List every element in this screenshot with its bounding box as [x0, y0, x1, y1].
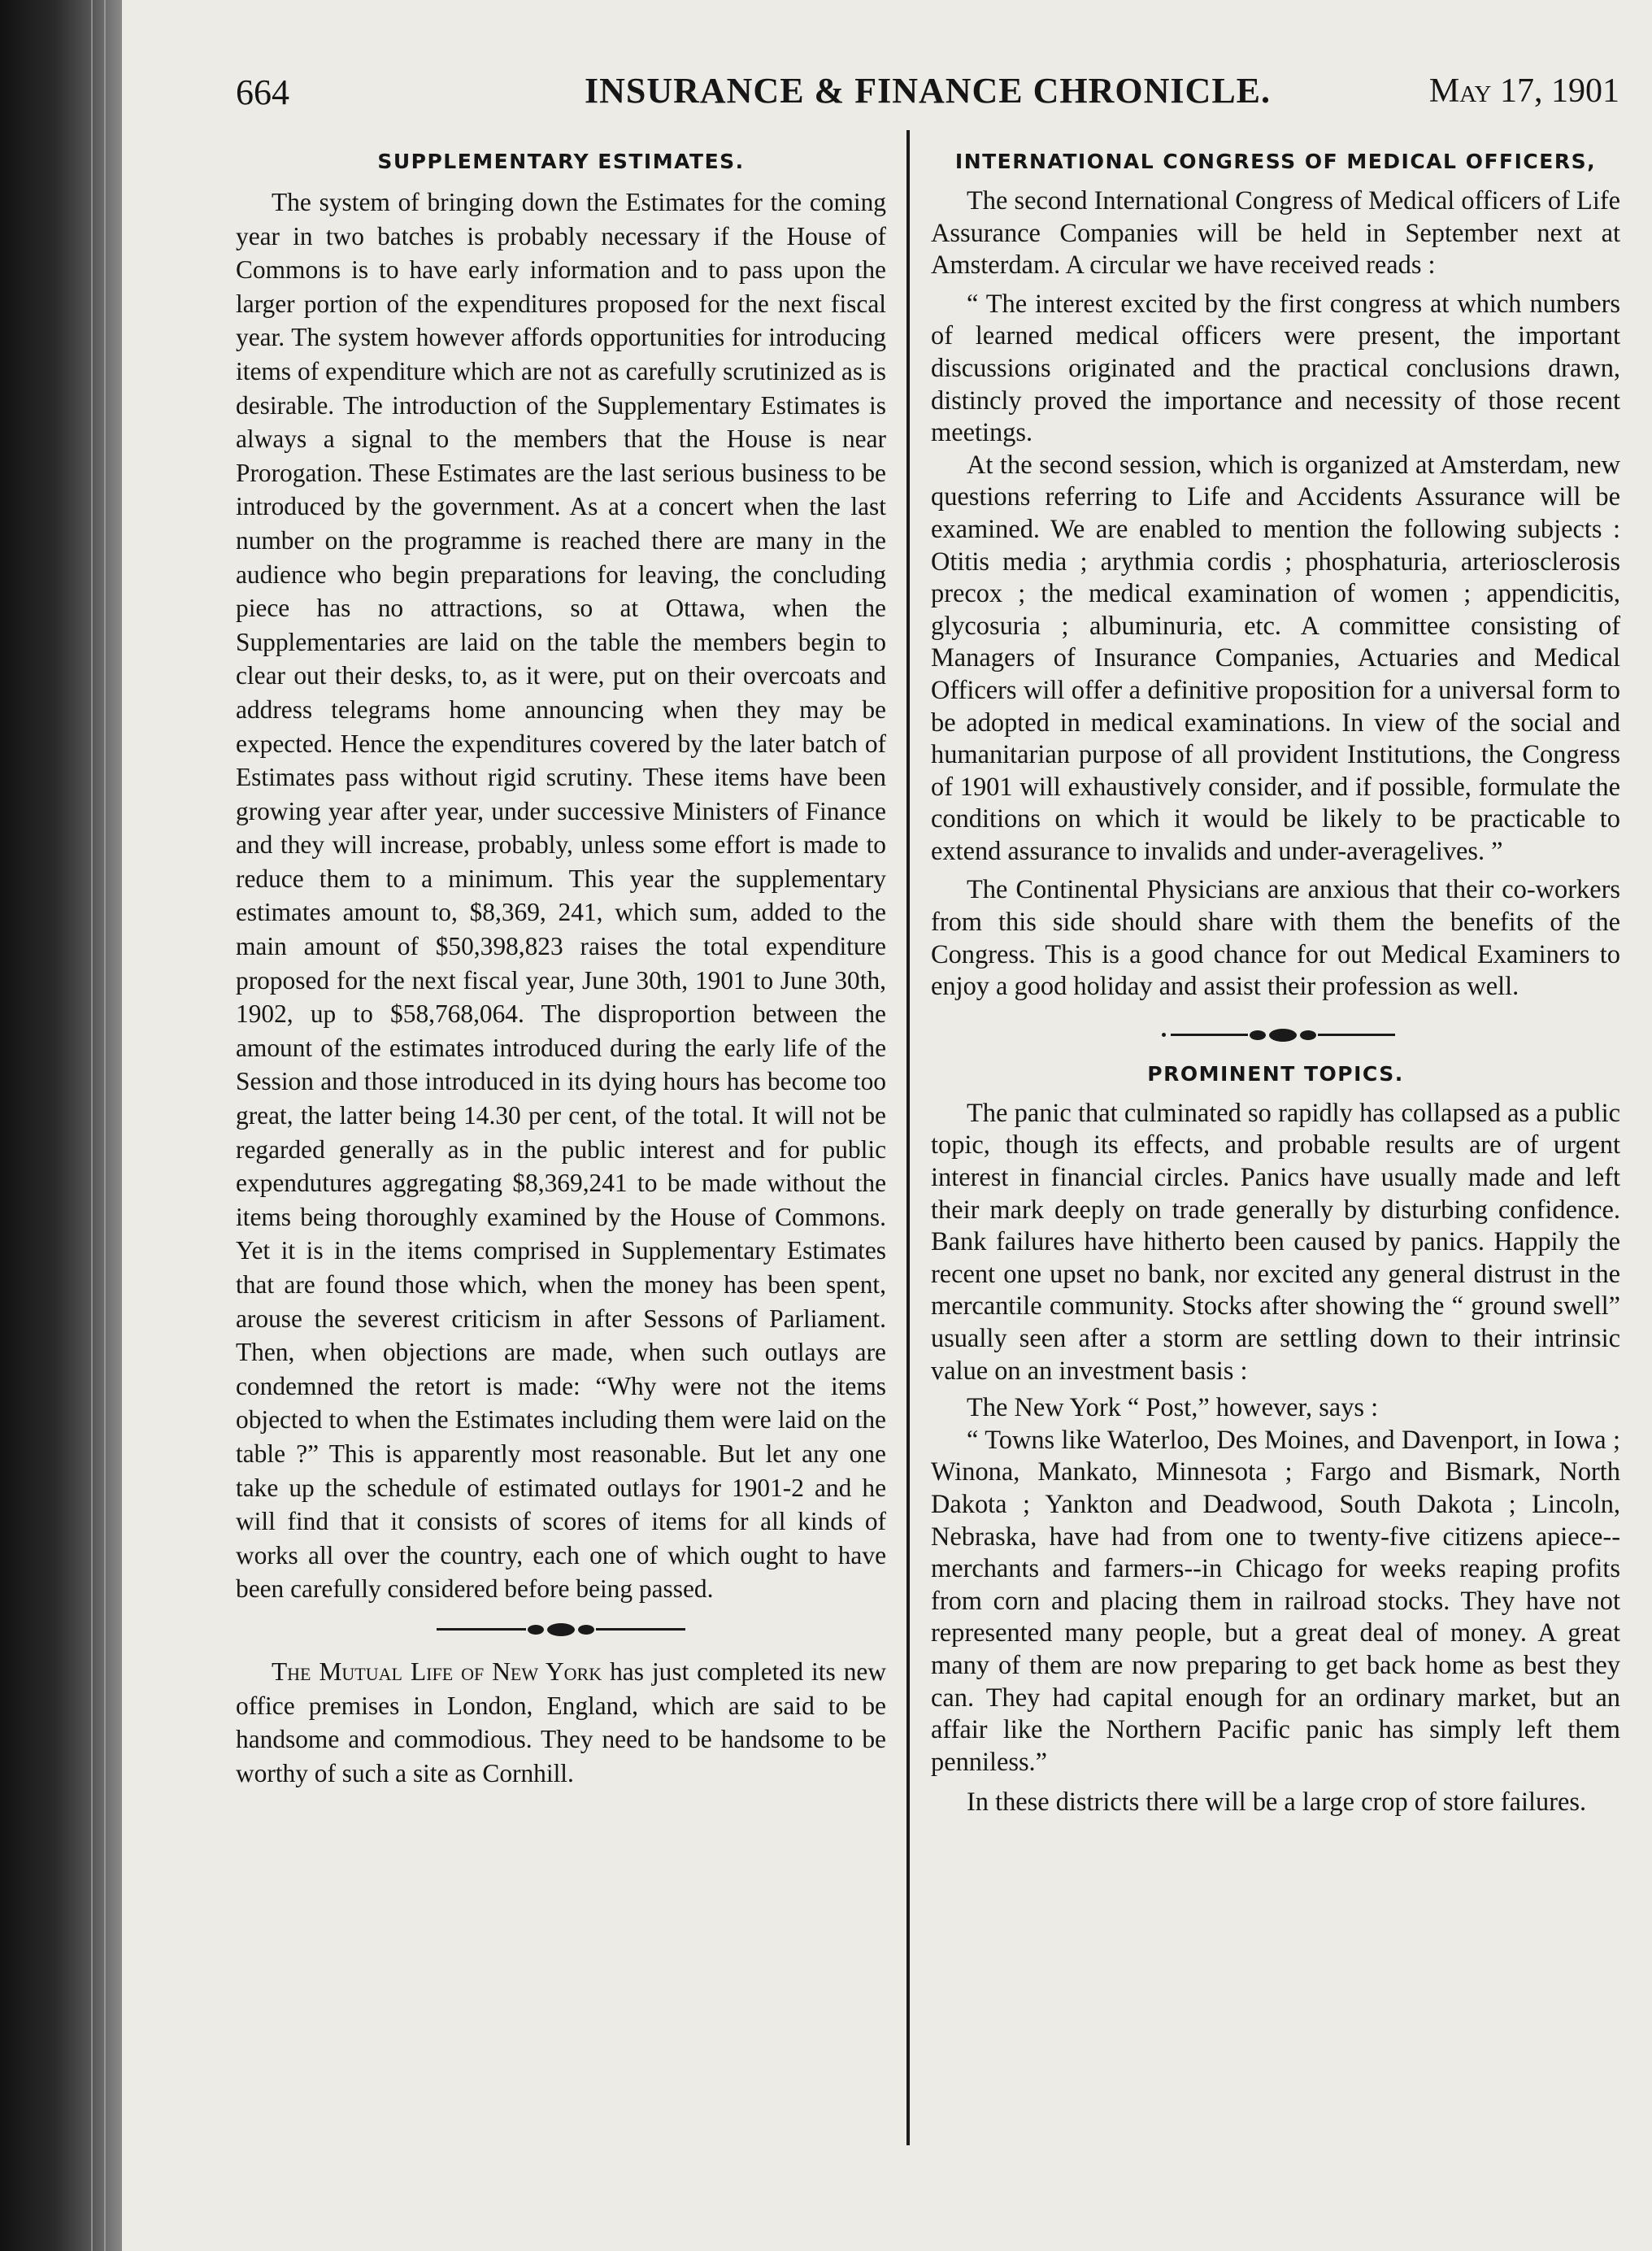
panic-paragraph: The panic that culminated so rapidly has collapsed as a public topic, though its effects, and probable results are of urgent interest in financial circles. Panics have usually made and left their mark deeply on trade generally by disturbing confidence. Bank failures have hitherto been caused by panics. Happily the recent one upset no bank, nor excited any general distrust in the mercantile community. Stocks after showing the “ ground swell” usually seen after a storm are settling down to their intrinsic value on an investment basis : — [931, 1098, 1620, 1386]
mutual-life-paragraph — [236, 1655, 886, 1790]
circular-quote-part2: At the second session, which is organized at Amsterdam, new questions referring to Life and Accidents Assurance will be examined. We are enabled to mention the following subjects : Otitis media ; arythmia cordis ; phosphaturia, arteriosclerosis precox ; the medical examination of women ; appendicitis, glycosuria ; albuminuria, etc. A committee consisting of Managers of Insurance Companies, Actuaries and Medical Officers will offer a definitive proposition for a universal form to be adopted in medical examinations. In view of the social and humanitarian purpose of all provident Institutions, the Congress of 1901 will exhaustively consider, and if possible, formulate the conditions on which it would be likely to be practicable to extend assurance to invalids and under-averagelives. ” — [931, 450, 1620, 866]
prominent-topics-heading: PROMINENT TOPICS. — [1147, 1061, 1404, 1086]
supplementary-estimates-heading: SUPPLEMENTARY ESTIMATES. — [377, 150, 745, 173]
mutual-life-body: has just completed its new office premises in London, England, which are said to be handsome and commodious. They need to be handsome to be worthy of such a site as Cornhill. — [236, 1657, 886, 1787]
continental-physicians-paragraph: The Continental Physicians are anxious that their co-workers from this side should share with them the benefits of the Congress. This is a good chance for out Medical Examiners to enjoy a good holiday and assist their profession as well. — [931, 875, 1620, 1002]
mutual-life-lead: The Mutual Life of New York — [272, 1657, 602, 1686]
binding-edge-line-2 — [104, 0, 106, 2251]
left-column — [236, 148, 886, 1790]
section-divider-ornament — [236, 1616, 886, 1644]
medical-congress-heading: INTERNATIONAL CONGRESS OF MEDICAL OFFICERS, — [954, 150, 1597, 173]
column-divider — [906, 130, 910, 2145]
newspaper-page — [122, 0, 1652, 2251]
page-number: 664 — [236, 72, 289, 112]
supplementary-estimates-body: The system of bringing down the Estimates for the coming year in two batches is probably necessary if the House of Commons is to have early information and to pass upon the larger portion of the expenditures proposed for the next fiscal year. The system however affords opportunities for introducing items of expenditure which are not as carefully scrutinized as is desirable. The introduction of the Supplementary Estimates is always a signal to the members that the House is near Prorogation. These Estimates are the last serious business to be introduced by the government. As at a concert when the last number on the programme is reached there are many in the audience who begin preparations for leaving, the concluding piece has no attractions, so at Ottawa, when the Supplementaries are laid on the table the members begin to clear out their desks, to, as it were, put on their overcoats and address telegrams home announcing when they may be expected. Hence the expenditures covered by the later batch of Estimates pass without rigid scrutiny. These items have been growing year after year, under successive Ministers of Finance and they will increase, probably, unless some effort is made to reduce them to a minimum. This year the supplementary estimates amount to, $8,369, 241, which sum, added to the main amount of $50,398,823 raises the total expenditure proposed for the next fiscal year, June 30th, 1901 to June 30th, 1902, up to $58,768,064. The disproportion between the amount of the estimates introduced during the early life of the Session and those introduced in its dying hours has become too great, the latter being 14.30 per cent, of the total. It will not be regarded generally as in the public interest and for public expendutures aggregating $8,369,241 to be made without the items being thoroughly examined by the House of Commons. Yet it is in the items comprised in Supplementary Estimates that are found those which, when the money has been spent, arouse the severest criticism in after Sessons of Parliament. Then, when objections are made, when such outlays are condemned the retort is made: “Why were not the items objected to when the Estimates including them were laid on the table ?” This is apparently most reasonable. But let any one take up the schedule of estimated outlays for 1901-2 and he will find that it consists of scores of items for all kinds of works all over the country, each one of which ought to have been carefully considered before being passed. — [236, 188, 886, 1604]
circular-quote-part1: “ The interest excited by the first congress at which numbers of learned medical officers were present, the important discussions originated and the practical conclusions drawn, distincly proved the importance and necessity of those recent meetings. — [931, 289, 1620, 448]
store-failures-paragraph: In these districts there will be a large crop of store failures. — [967, 1787, 1587, 1818]
page-header — [236, 65, 1619, 130]
binding-edge-line — [91, 0, 93, 2251]
section-divider-ornament-2 — [931, 1021, 1620, 1049]
post-intro: The New York “ Post,” however, says : — [967, 1393, 1379, 1423]
post-quote: “ Towns like Waterloo, Des Moines, and Davenport, in Iowa ; Winona, Mankato, Minnesota ; Fargo and Bismark, North Dakota ; Yankton and Deadwood, South Dakota ; Lincoln, Nebraska, have had from one to twenty-five citizens apiece--merchants and farmers--in Chicago for weeks reaping profits from corn and placing them in railroad stocks. They have not represented many people, but a great deal of money. A great many of them are now preparing to get back home as best they can. They had capital enough for an ordinary market, but an affair like the Northern Pacific panic has simply left them penniless.” — [931, 1425, 1620, 1777]
publication-title: INSURANCE & FINANCE CHRONICLE. — [584, 71, 1272, 111]
medical-congress-intro: The second International Congress of Medical officers of Life Assurance Companies will be held in September next at Amsterdam. A circular we have received reads : — [931, 186, 1620, 281]
right-column — [931, 148, 1620, 1819]
issue-date: May 17, 1901 — [1428, 72, 1619, 110]
